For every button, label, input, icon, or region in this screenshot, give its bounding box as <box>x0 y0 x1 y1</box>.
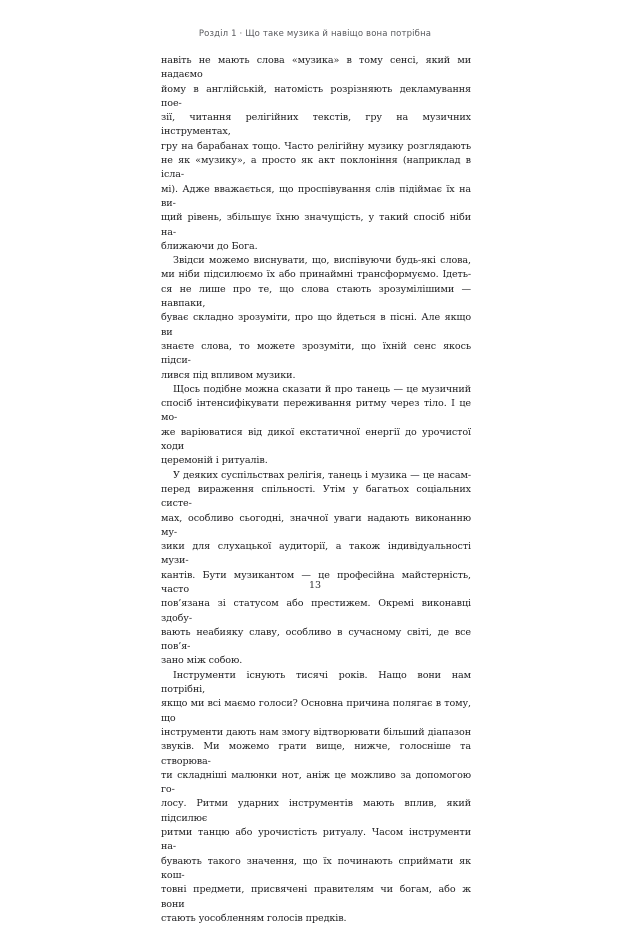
text-line: же варіюватися від дикої екстатичної енергії до урочистої ходи <box>161 426 471 453</box>
text-line: буває складно зрозуміти, про що йдеться в пісні. Але якщо ви <box>161 312 471 338</box>
text-line: якщо ми всі маємо голоси? Основна причина полягає в тому, що <box>161 698 471 724</box>
text-line: У деяких суспільствах релігія, танець і музика — це насам- <box>173 469 471 481</box>
text-line: зики для слухацької аудиторії, а також індивідуальності музи- <box>161 541 471 567</box>
text-line: стають уособленням голосів предків. <box>161 912 347 924</box>
text-line: не як «музику», а просто як акт поклоніння (наприклад в ісла- <box>161 155 471 181</box>
text-line: кантів. Бути музикантом — це професійна майстерність, часто <box>161 569 471 595</box>
page-number: 13 <box>308 580 322 591</box>
text-line: ритми танцю або урочистість ритуалу. Часом інструменти на- <box>161 827 471 853</box>
text-line: ближаючи до Бога. <box>161 240 258 252</box>
text-line: спосіб інтенсифікувати переживання ритму через тіло. І це мо- <box>161 398 471 424</box>
text-line: зано між собою. <box>161 655 243 667</box>
text-line: перед вираження спільності. Утім у багатьох соціальних систе- <box>161 483 471 510</box>
text-line: лився під впливом музики. <box>161 369 296 381</box>
text-line: інструменти дають нам змогу відтворювати більший діапазон <box>161 726 471 738</box>
text-line: мах, особливо сьогодні, значної уваги надають виконанню му- <box>161 512 471 538</box>
text-line: ти складніші малюнки нот, аніж це можливо за допомогою го- <box>161 769 471 796</box>
text-line: Інструменти існують тисячі років. Нащо вони нам потрібні, <box>161 669 471 696</box>
text-line: ся не лише про те, що слова стають зрозумілішими — навпаки, <box>161 283 471 310</box>
text-line: бувають такого значення, що їх починають сприймати як кош- <box>161 855 471 881</box>
text-line: пов’язана зі статусом або престижем. Окремі виконавці здобу- <box>161 598 471 624</box>
body-text <box>161 54 471 926</box>
text-line: Звідси можемо виснувати, що, виспівуючи будь-які слова, <box>173 255 471 267</box>
text-line: йому в англійській, натомість розрізняють декламування пое- <box>161 83 471 109</box>
text-line: щий рівень, збільшує їхню значущість, у такий спосіб ніби на- <box>161 212 471 238</box>
running-header: Розділ 1 · Що таке музика й навіщо вона потрібна <box>198 29 432 39</box>
text-line: вають неабияку славу, особливо в сучасному світі, де все пов’я- <box>161 626 471 653</box>
text-line: знаєте слова, то можете зрозуміти, що їхній сенс якось підси- <box>161 340 471 367</box>
text-line: лосу. Ритми ударних інструментів мають вплив, який підсилює <box>161 798 471 824</box>
text-line: церемоній і ритуалів. <box>161 455 268 467</box>
text-line: Щось подібне можна сказати й про танець — це музичний <box>173 383 471 395</box>
text-line: мі). Адже вважається, що проспівування слів підіймає їх на ви- <box>161 183 471 209</box>
text-line: гру на барабанах тощо. Часто релігійну музику розглядають <box>161 140 471 152</box>
text-line: навіть не мають слова «музика» в тому сенсі, який ми надаємо <box>161 55 471 81</box>
text-line: звуків. Ми можемо грати вище, нижче, голосніше та створюва- <box>161 741 471 767</box>
text-line: зії, читання релігійних текстів, гру на музичних інструментах, <box>161 112 471 138</box>
text-line: ми ніби підсилюємо їх або принаймні трансформуємо. Ідеть- <box>161 269 471 281</box>
text-line: товні предмети, присвячені правителям чи богам, або ж вони <box>161 884 471 910</box>
